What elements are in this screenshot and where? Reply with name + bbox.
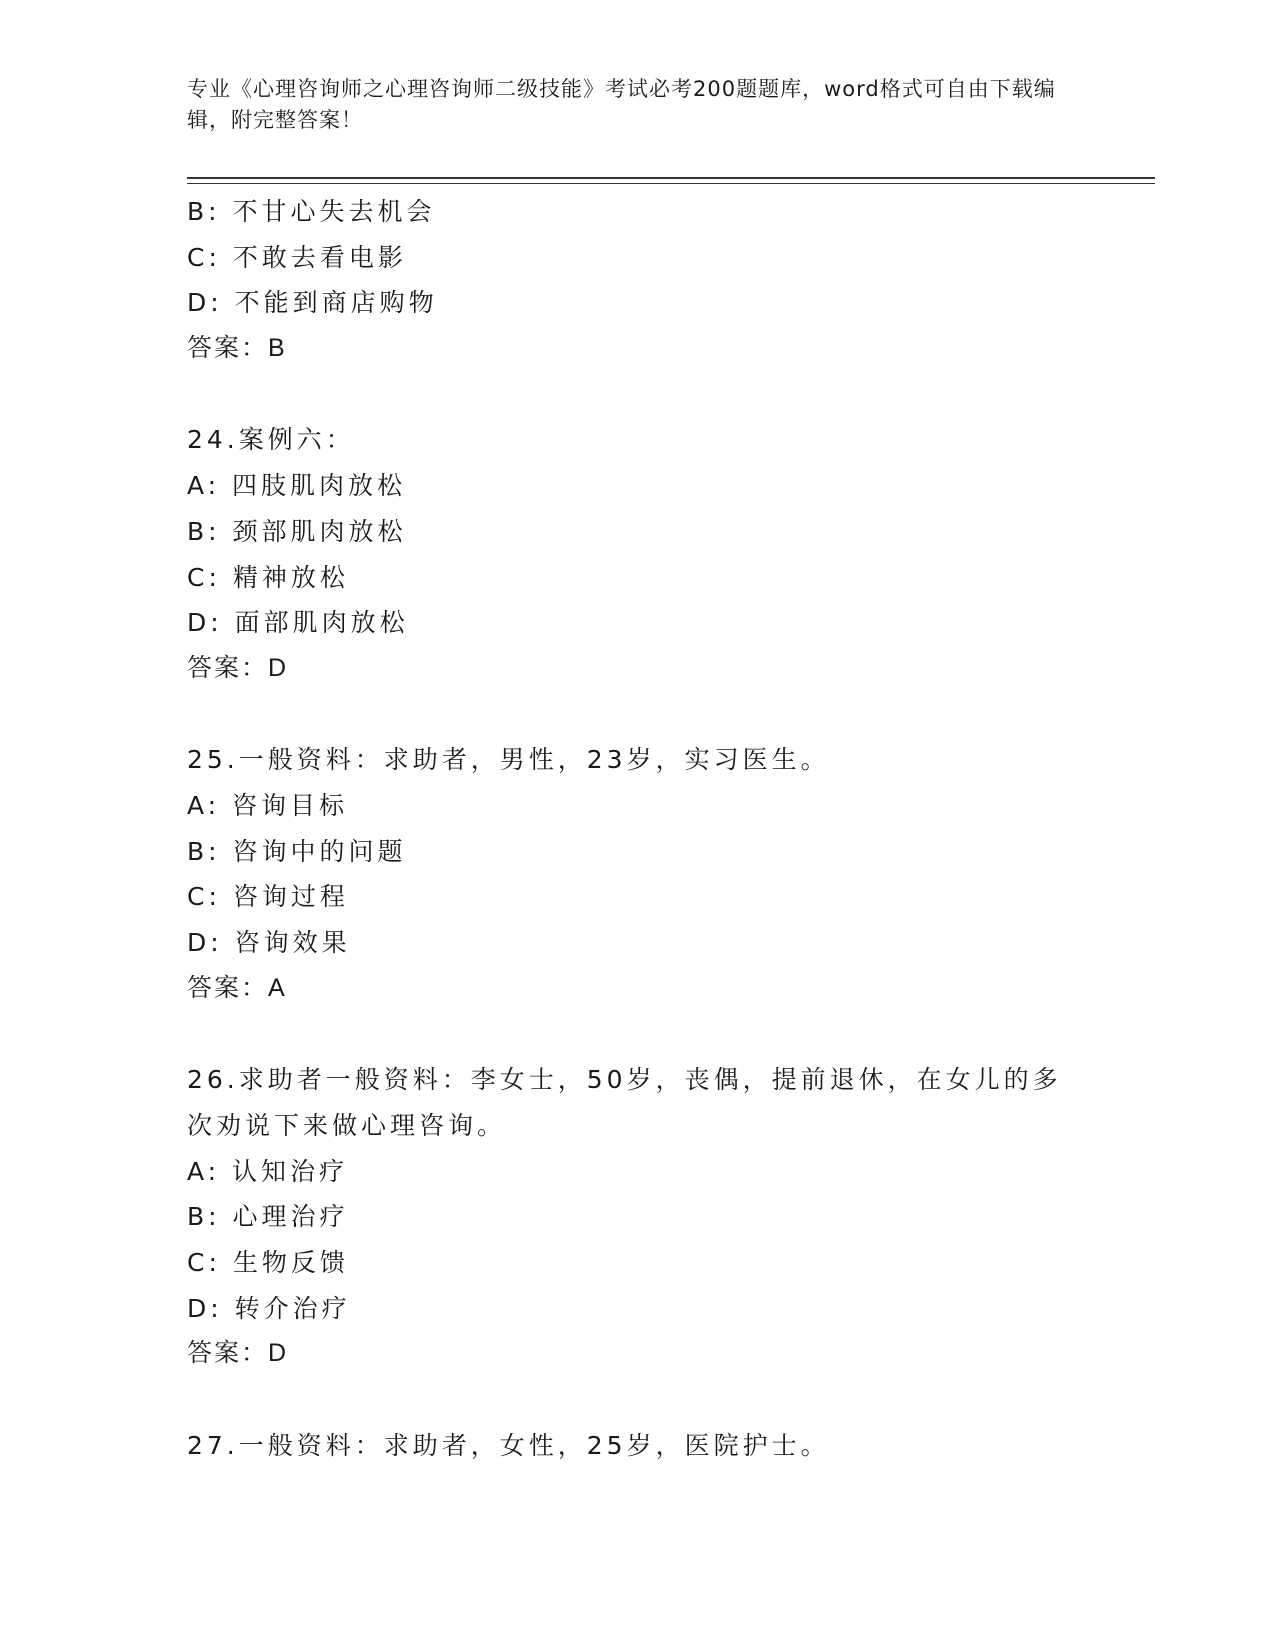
question-list: [187, 189, 1087, 1468]
answer-line: 答案：B: [187, 334, 287, 363]
question-text: 25.一般资料：求助者，男性，23岁，实习医生。: [187, 745, 830, 775]
option-c: C: 生物反馈: [187, 1247, 349, 1277]
option-b: B: 咨询中的问题: [187, 836, 407, 866]
option-d: D: 面部肌肉放松: [187, 608, 409, 638]
question-block: [187, 1423, 1087, 1469]
header-divider-thin: [187, 183, 1155, 184]
header-divider-thick: [187, 177, 1155, 179]
question-text: 26.求助者一般资料：李女士，50岁，丧偶，提前退休，在女儿的多次劝说下来做心理咨询。: [187, 1065, 1062, 1140]
option-d: D: 转介治疗: [187, 1293, 351, 1323]
answer-line: 答案：D: [187, 653, 289, 682]
option-a: A: 咨询目标: [187, 790, 349, 820]
answer-line: 答案：D: [187, 1339, 289, 1368]
question-block: [187, 737, 1087, 1011]
option-b: B: 心理治疗: [187, 1202, 349, 1232]
spacer: [187, 372, 1087, 418]
spacer: [187, 1011, 1087, 1057]
document-header: 专业《心理咨询师之心理咨询师二级技能》考试必考200题题库，word格式可自由下载编辑，附完整答案！: [187, 77, 1056, 132]
option-a: A: 四肢肌肉放松: [187, 471, 407, 501]
option-b: B: 颈部肌肉放松: [187, 516, 407, 546]
question-text: 24.案例六：: [187, 425, 355, 455]
question-block: [187, 189, 1087, 372]
option-c: C: 不敢去看电影: [187, 242, 407, 272]
question-text: 27.一般资料：求助者，女性，25岁，医院护士。: [187, 1430, 830, 1460]
answer-line: 答案：A: [187, 973, 287, 1002]
spacer: [187, 692, 1087, 738]
option-d: D: 咨询效果: [187, 928, 351, 958]
option-c: C: 精神放松: [187, 562, 349, 592]
question-block: [187, 417, 1087, 691]
option-a: A: 认知治疗: [187, 1156, 349, 1186]
option-b: B: 不甘心失去机会: [187, 197, 436, 226]
question-block: [187, 1057, 1087, 1377]
option-d: D: 不能到商店购物: [187, 288, 438, 318]
spacer: [187, 1377, 1087, 1423]
option-c: C: 咨询过程: [187, 882, 349, 912]
